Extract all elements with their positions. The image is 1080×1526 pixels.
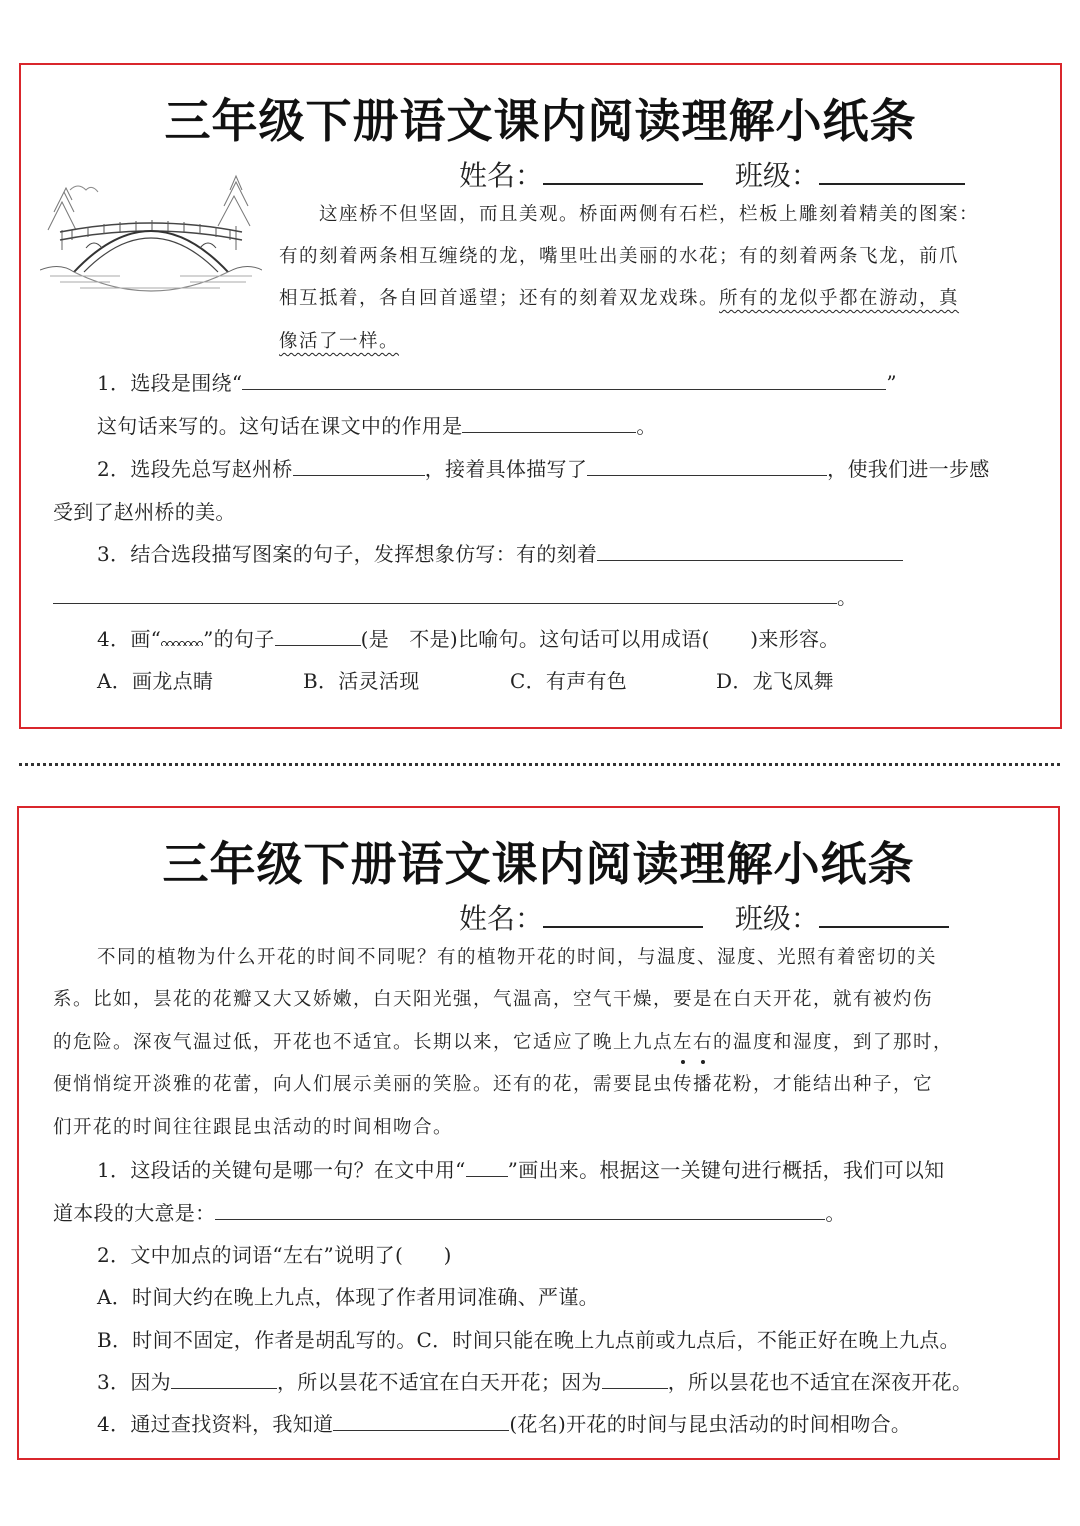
card1-q3-line-2 [53,582,857,612]
card2-q1-prefix: 1．这段话的关键句是哪一句？在文中用“ [97,1158,466,1182]
card1-q1-prefix: 1．选段是围绕“ [97,371,243,395]
card1-option-a[interactable]: A．画龙点睛 [97,669,214,693]
card1-q1-text: 这句话来写的。这句话在课文中的作用是 [97,414,463,438]
card2-q1-text: 道本段的大意是： [53,1201,216,1225]
card1-q4-prefix: 4．画“ [97,627,162,651]
card2-q1-end: 。 [825,1201,846,1225]
card2-q2-option-bc[interactable]: B．时间不固定，作者是胡乱写的。C．时间只能在晚上九点前或九点后，不能正好在晚上九点。 [97,1328,960,1352]
card1-option-c[interactable]: C．有声有色 [510,669,628,693]
card1-q2-suffix: ，使我们进一步感 [827,457,990,481]
card2-passage-line-3a: 的危险。深夜气温过低，开花也不适宜。长期以来，它适应了晚上九点 [53,1032,674,1053]
card1-q2-blank-1[interactable] [293,455,425,476]
card2-q3-mid: ，所以昙花不适宜在白天开花；因为 [276,1370,602,1394]
card2-title: 三年级下册语文课内阅读理解小纸条 [162,837,915,891]
card2-dotted-char-2: 右 [693,1028,713,1058]
card2-q3-prefix: 3．因为 [97,1370,171,1394]
card1-class-field[interactable] [819,157,965,185]
card1-passage-line-1: 这座桥不但坚固，而且美观。桥面两侧有石栏，栏板上雕刻着精美的图案： [319,204,980,225]
card2-passage-line-3b: 的温度和湿度，到了那时， [713,1032,954,1053]
card2-passage-line-3 [53,1028,953,1058]
card1-wavy-sentence-part-1: 所有的龙似乎都在游动，真 [719,288,960,309]
card1-q4-suffix: (是 不是)比喻句。这句话可以用成语( )来形容。 [360,627,840,651]
card1-option-d[interactable]: D．龙飞凤舞 [716,669,834,693]
card2-q3-blank-2[interactable] [602,1368,668,1389]
card1-q4-mid: ”的句子 [203,627,275,651]
card2-class-label: 班级： [734,902,819,935]
card1-q3-line-1 [97,539,903,569]
card2-q1-line-2 [53,1198,846,1228]
card1-name-class-row [459,157,965,194]
card1-title: 三年级下册语文课内阅读理解小纸条 [164,94,917,148]
card1-q2-mid: ，接着具体描写了 [424,457,588,481]
card2-q2-line: 2．文中加点的词语“左右”说明了( ) [97,1243,452,1267]
card2-passage-line-1: 不同的植物为什么开花的时间不同呢？有的植物开花的时间，与温度、湿度、光照有着密切的关 [97,947,938,968]
card1-q1-line-2 [97,411,657,441]
card2-q2-option-a[interactable]: A．时间大约在晚上九点，体现了作者用词准确、严谨。 [97,1285,599,1309]
card2-class-field[interactable] [819,900,949,928]
card2-q4-prefix: 4．通过查找资料，我知道 [97,1412,334,1436]
card1-q1-quote-close: ” [886,371,897,395]
card1-q1-end: 。 [636,414,657,438]
card1-passage-line-3-text: 相互抵着，各自回首遥望；还有的刻着双龙戏珠。 [279,288,720,309]
card2-q1-mid: ”画出来。根据这一关键句进行概括，我们可以知 [507,1158,945,1182]
bridge-illustration [40,160,262,292]
card1-q2-line-2: 受到了赵州桥的美。 [53,500,236,524]
card2-q4-suffix: (花名)开花的时间与昆虫活动的时间相吻合。 [509,1412,912,1436]
card1-q4-wavy-mark [161,636,203,646]
card2-name-field[interactable] [543,900,703,928]
card1-q2-prefix: 2．选段先总写赵州桥 [97,457,293,481]
card1-q1-line-1 [97,368,897,398]
card1-passage-line-4 [279,327,399,357]
card1-q3-end: 。 [837,585,858,609]
card2-passage-line-4: 便悄悄绽开淡雅的花蕾，向人们展示美丽的笑脸。还有的花，需要昆虫传播花粉，才能结出种子，它 [53,1074,934,1095]
card2-q3-line [97,1367,972,1397]
card1-q3-blank-1[interactable] [597,540,903,561]
card1-wavy-sentence-part-2: 像活了一样。 [279,331,400,352]
card1-q2-line-1 [97,454,990,484]
card2-q1-mark-blank [466,1156,508,1177]
card2-q1-line-1 [97,1155,944,1185]
card1-q2-blank-2[interactable] [587,455,827,476]
card2-q4-blank[interactable] [333,1410,509,1431]
card2-q4-line [97,1409,911,1439]
card2-name-class-row [459,900,949,937]
card1-q3-prefix: 3．结合选段描写图案的句子，发挥想象仿写：有的刻着 [97,542,598,566]
card1-name-label: 姓名： [459,159,544,192]
card2-passage-line-5: 们开花的时间往往跟昆虫活动的时间相吻合。 [53,1117,454,1138]
card1-class-label: 班级： [734,159,819,192]
card1-q1-blank-1[interactable] [242,369,886,390]
card1-passage-line-2: 有的刻着两条相互缠绕的龙，嘴里吐出美丽的水花；有的刻着两条飞龙，前爪 [279,246,960,267]
card1-q1-blank-2[interactable] [462,412,636,433]
card2-q3-blank-1[interactable] [171,1368,277,1389]
card1-name-field[interactable] [543,157,703,185]
card1-q4-blank[interactable] [275,625,361,646]
card2-passage-line-2: 系。比如，昙花的花瓣又大又娇嫩，白天阳光强，气温高，空气干燥，要是在白天开花，就有被灼伤 [53,989,934,1010]
card2-q1-blank[interactable] [215,1199,825,1220]
card2-name-label: 姓名： [459,902,544,935]
card2-q3-suffix: ，所以昙花也不适宜在深夜开花。 [667,1370,973,1394]
card1-passage-line-3 [279,284,959,314]
dotted-cut-line [19,763,1060,766]
card1-q3-blank-2[interactable] [53,583,837,604]
worksheet-card-2 [17,806,1060,1460]
card1-q4-line [97,624,840,654]
card1-option-b[interactable]: B．活灵活现 [303,669,420,693]
card2-dotted-char-1: 左 [673,1028,693,1058]
